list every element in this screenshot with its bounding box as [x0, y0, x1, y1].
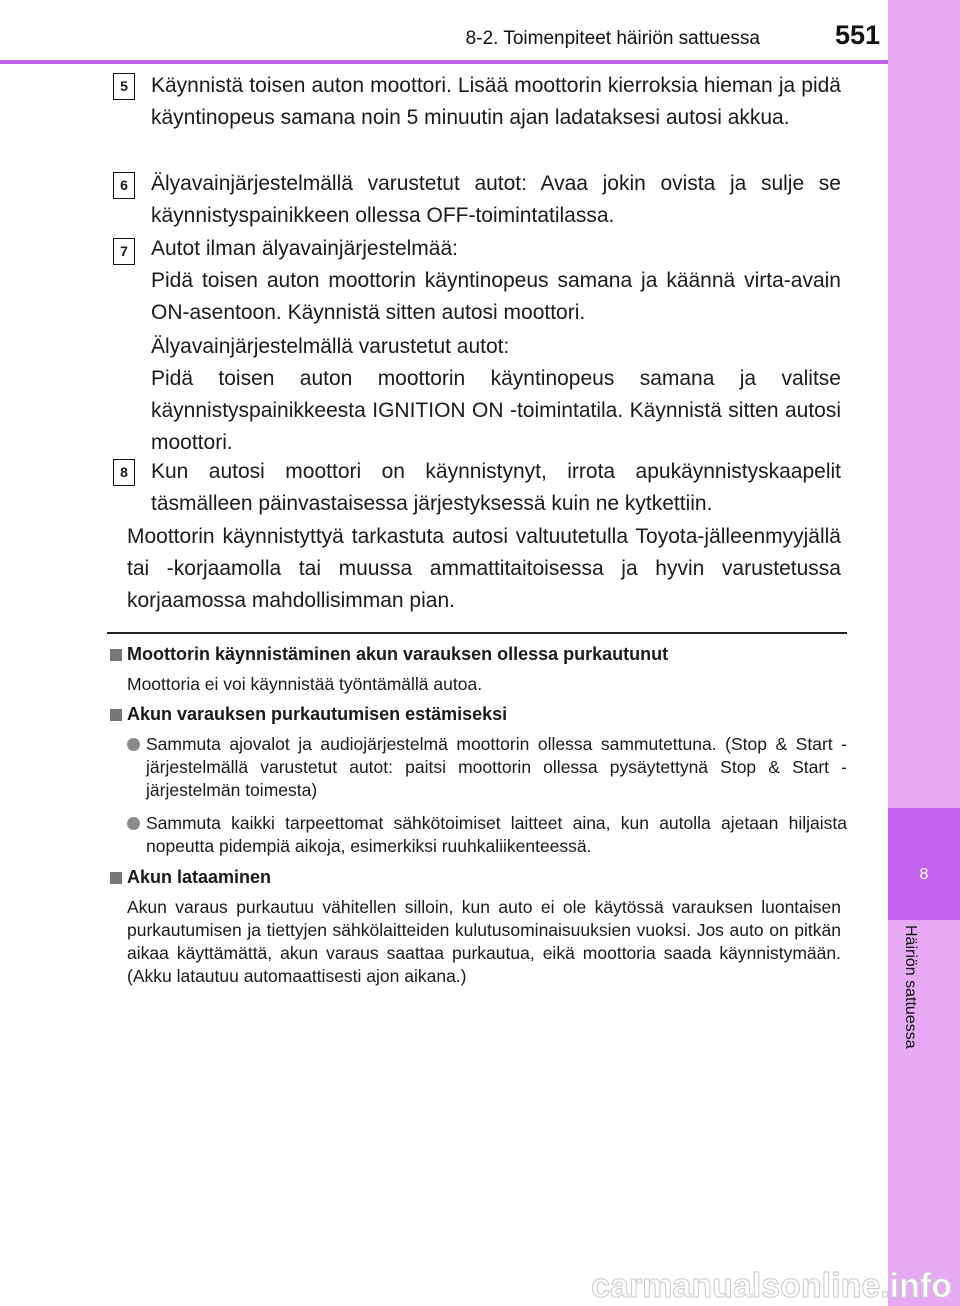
section-body: Akun varaus purkautuu vähitellen silloin, kun auto ei ole käytössä varauksen luontaisen purkautumisen ja tiettyjen sähkölaitteiden kulutusominaisuuksien vuoksi. Jos auto on pitkän aikaa käyttämättä, akun varaus saattaa purkautua, eikä moottoria saada käynnistymään. (Akku latautuu automaattisesti ajon aikana.)	[127, 897, 841, 986]
step-number-box: 6	[113, 172, 135, 199]
section-marker-icon	[110, 872, 122, 884]
step-text: Älyavainjärjestelmällä varustetut autot: Avaa jokin ovista ja sulje se käynnistyspainikkeen ollessa OFF-toimintatilassa.	[151, 172, 841, 227]
step-text: Pidä toisen auton moottorin käyntinopeus samana ja valitse käynnistyspainikkeesta IGNITION ON -toimintatila. Käynnistä sitten autosi moottori.	[151, 367, 841, 454]
bullet-icon	[127, 738, 140, 751]
section-body: Moottoria ei voi käynnistää työntämällä autoa.	[127, 674, 483, 694]
step-number-box: 5	[113, 73, 135, 100]
watermark-text: carmanualsonline.info	[591, 1267, 952, 1305]
chapter-number: 8	[919, 866, 929, 883]
step-text: Pidä toisen auton moottorin käyntinopeus samana ja käännä virta-avain ON-asentoon. Käynnistä sitten autosi moottori.	[151, 269, 841, 324]
step-heading: Älyavainjärjestelmällä varustetut autot:	[151, 335, 510, 358]
bullet-text: Sammuta ajovalot ja audiojärjestelmä moottorin ollessa sammutettuna. (Stop & Start -järjestelmällä varustetut autot: paitsi moottorin ollessa pysäytettynä Stop & Start -järjestelmän toimesta)	[146, 734, 847, 800]
step-number-box: 7	[113, 238, 135, 265]
page-number: 551	[834, 20, 880, 50]
bullet-text: Sammuta kaikki tarpeettomat sähkötoimiset laitteet aina, kun autolla ajetaan hiljaista nopeutta pidempiä aikoja, esimerkiksi ruuhkaliikenteessä.	[146, 813, 847, 856]
step-heading: Autot ilman älyavainjärjestelmää:	[151, 237, 458, 260]
step-text: Käynnistä toisen auton moottori. Lisää moottorin kierroksia hieman ja pidä käyntinopeus samana noin 5 minuutin ajan ladataksesi autosi akkua.	[151, 74, 841, 129]
step-text: Kun autosi moottori on käynnistynyt, irrota apukäynnistyskaapelit täsmälleen päinvastaisessa järjestyksessä kuin ne kytkettiin.	[151, 460, 841, 515]
section-marker-icon	[110, 709, 122, 721]
section-heading: Moottorin käynnistäminen akun varauksen ollessa purkautunut	[127, 644, 669, 664]
header-rule	[0, 60, 888, 64]
step-number-box: 8	[113, 459, 135, 486]
side-band	[888, 0, 960, 1306]
closing-paragraph: Moottorin käynnistyttyä tarkastuta autosi valtuutetulla Toyota-jälleenmyyjällä tai -korjaamolla tai muussa ammattitaitoisessa ja hyvin varustetussa korjaamossa mahdollisimman pian.	[127, 525, 841, 612]
bullet-icon	[127, 817, 140, 830]
chapter-tab[interactable]	[888, 808, 960, 920]
section-marker-icon	[110, 649, 122, 661]
section-heading: Akun varauksen purkautumisen estämiseksi	[127, 704, 508, 724]
section-divider	[107, 632, 847, 634]
section-heading: Akun lataaminen	[127, 867, 272, 887]
chapter-label: Häiriön sattuessa	[902, 925, 919, 1049]
section-header-title: 8-2. Toimenpiteet häiriön sattuessa	[465, 28, 760, 49]
